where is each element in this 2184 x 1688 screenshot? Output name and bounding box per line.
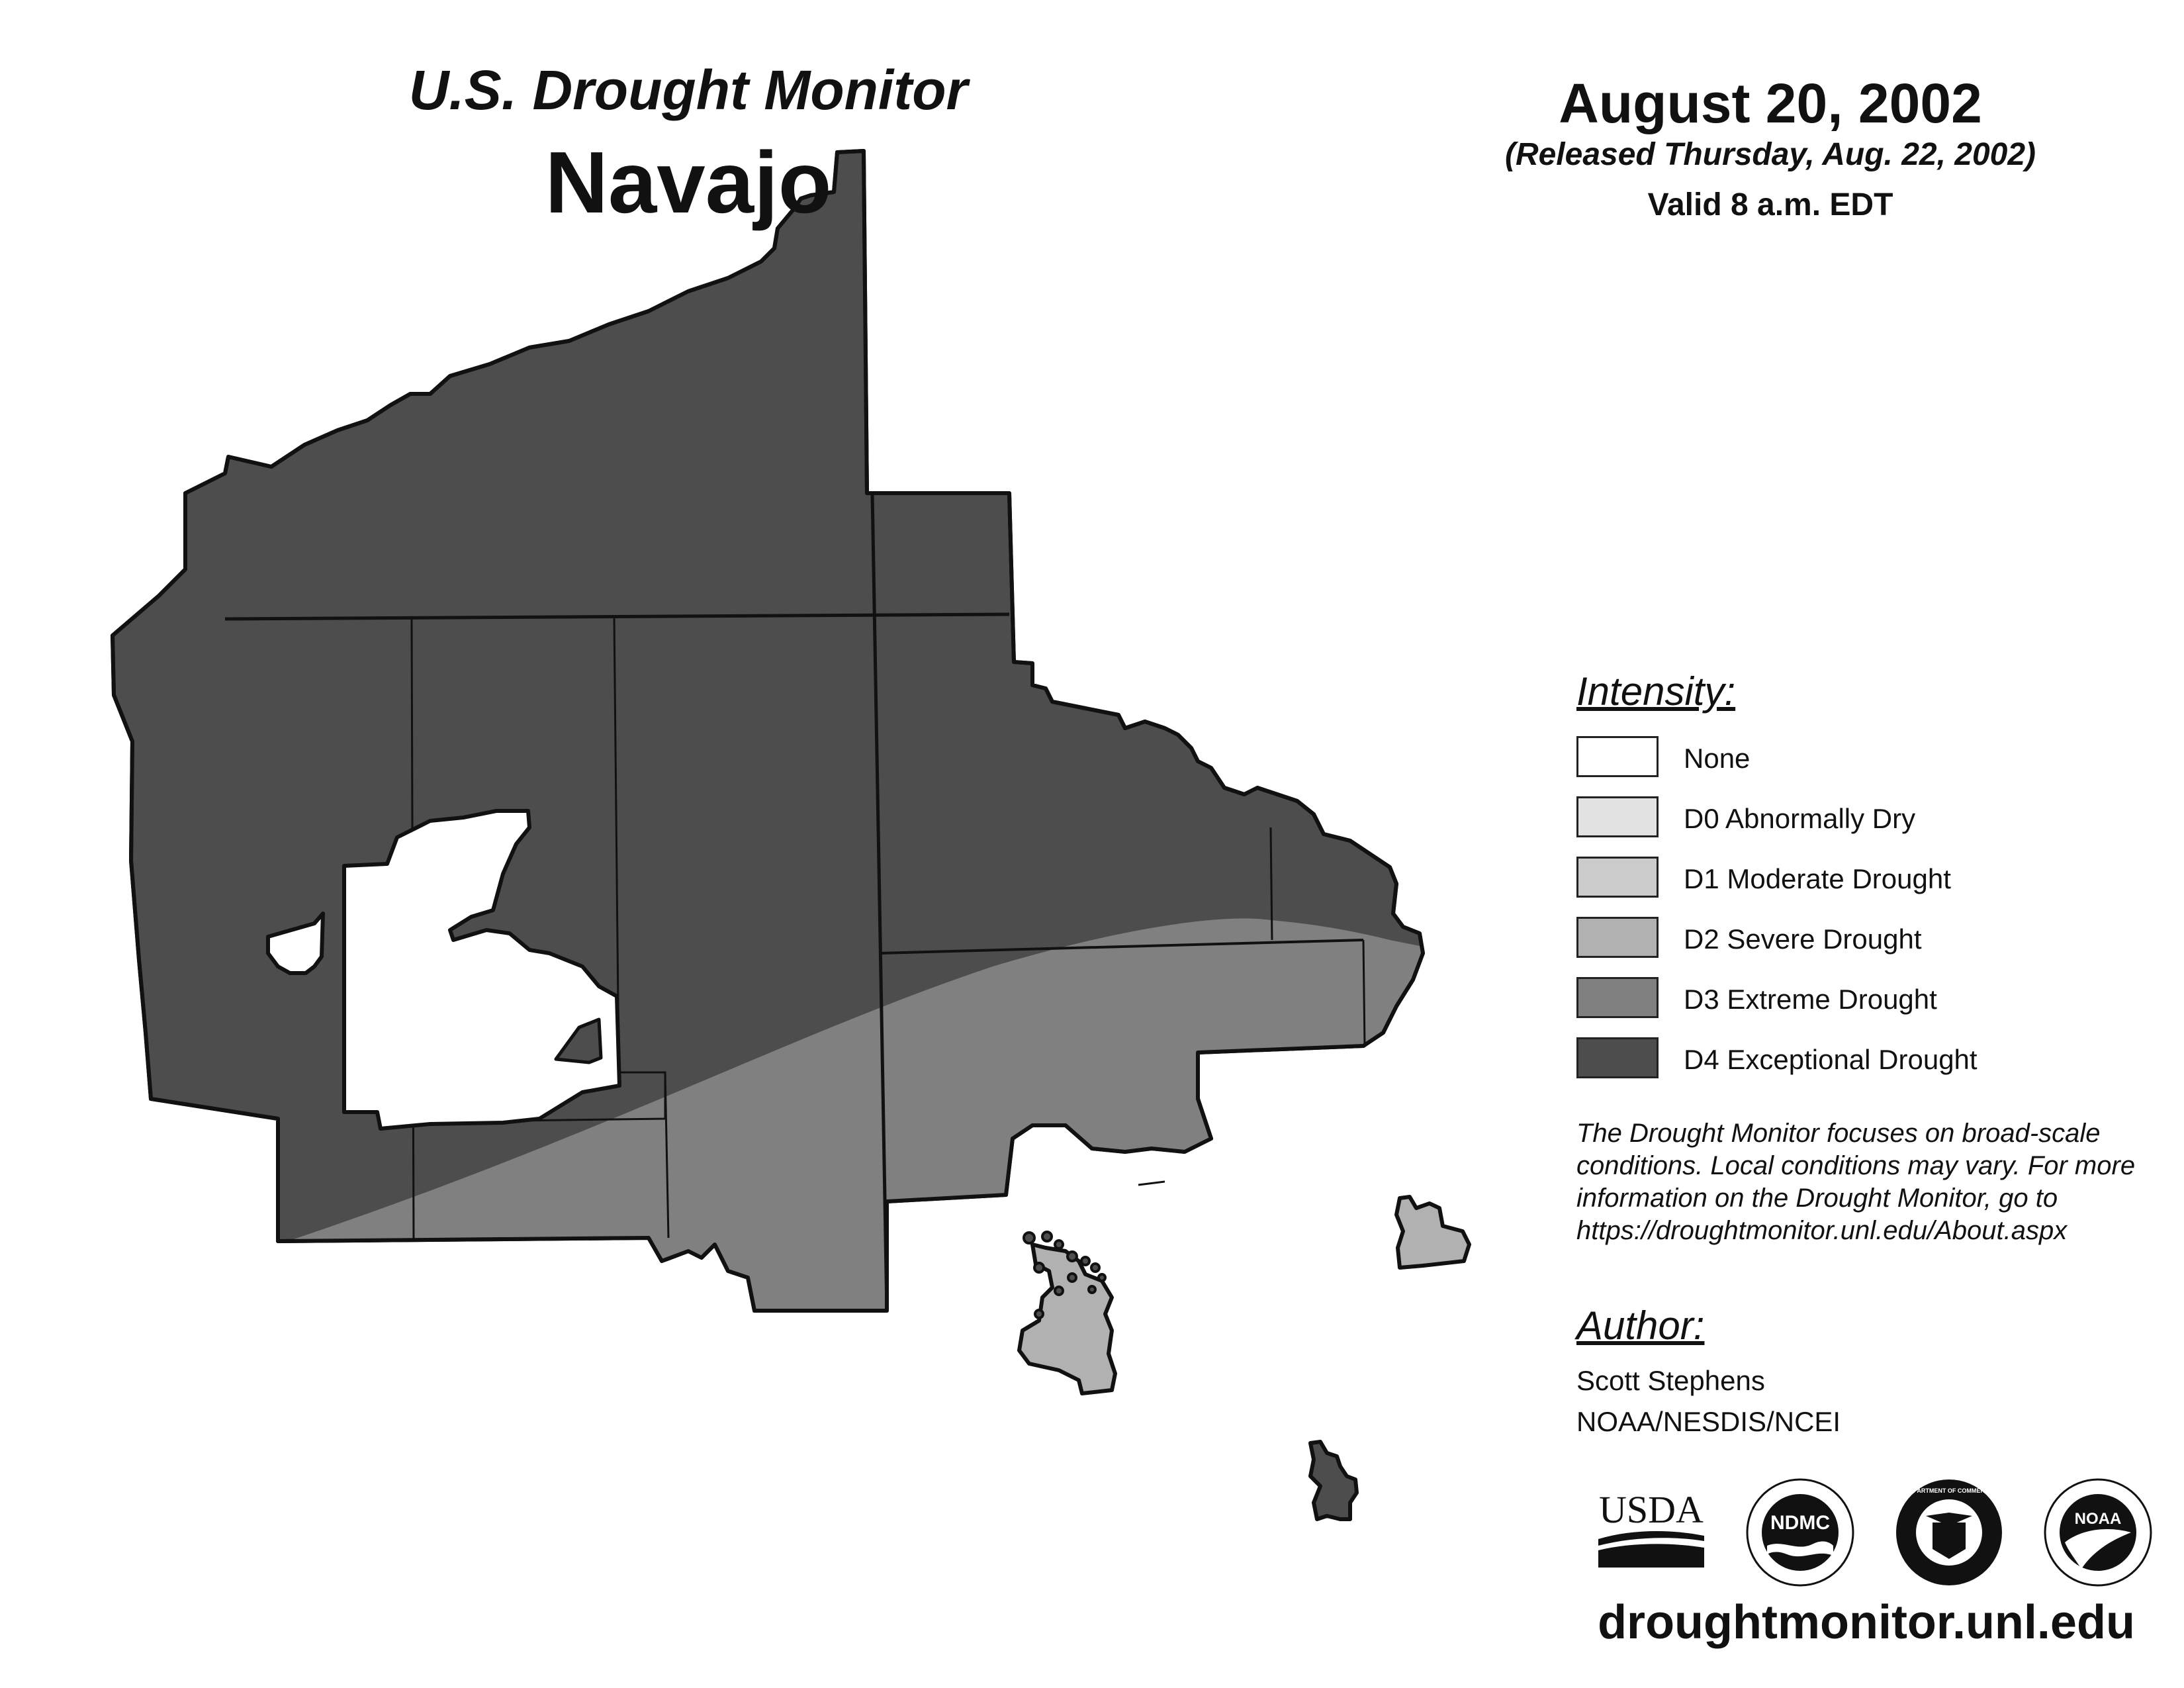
legend-swatch [1576,1037,1659,1078]
legend-swatch [1576,736,1659,777]
valid-time: Valid 8 a.m. EDT [1647,187,1893,222]
ndmc-logo-text: NDMC [1770,1512,1830,1534]
parcel-d2-east [1396,1197,1469,1268]
author-heading: Author: [1576,1303,1705,1348]
noaa-logo-text: NOAA [2074,1510,2122,1528]
noaa-logo [2042,1476,2154,1589]
legend-heading: Intensity: [1576,669,1736,714]
legend-label: D0 Abnormally Dry [1684,803,1916,834]
legend-label: D1 Moderate Drought [1684,863,1951,894]
legend-label: None [1684,743,1751,774]
boundary-southeast [1138,1182,1165,1185]
map-supertitle: U.S. Drought Monitor [408,59,968,121]
legend-swatch [1576,857,1659,898]
commerce-seal-text: DEPARTMENT OF COMMERCE [1905,1487,1993,1494]
legend-swatch [1576,977,1659,1018]
ndmc-logo [1744,1476,1856,1589]
author-org: NOAA/NESDIS/NCEI [1576,1406,1841,1437]
commerce-seal [1893,1476,2005,1589]
legend-label: D3 Extreme Drought [1684,984,1937,1015]
legend-label: D2 Severe Drought [1684,923,1922,955]
author-name: Scott Stephens [1576,1365,1765,1396]
usda-logo-text: USDA [1599,1488,1704,1531]
legend-swatch [1576,917,1659,958]
legend-swatch [1576,796,1659,837]
disclaimer-text: The Drought Monitor focuses on broad-scale conditions. Local conditions may vary. For more information on the Drought Monitor, go to https://droughtmonitor.unl.edu/About.aspx [1576,1119,2136,1245]
parcel-d4-small [1310,1442,1357,1519]
map-date: August 20, 2002 [1559,72,1982,134]
usda-logo [1592,1476,1711,1589]
release-date: (Released Thursday, Aug. 22, 2002) [1504,137,2036,172]
legend-label: D4 Exceptional Drought [1684,1044,1978,1075]
map-title: Navajo [545,134,832,231]
website-url[interactable]: droughtmonitor.unl.edu [1598,1596,2135,1649]
